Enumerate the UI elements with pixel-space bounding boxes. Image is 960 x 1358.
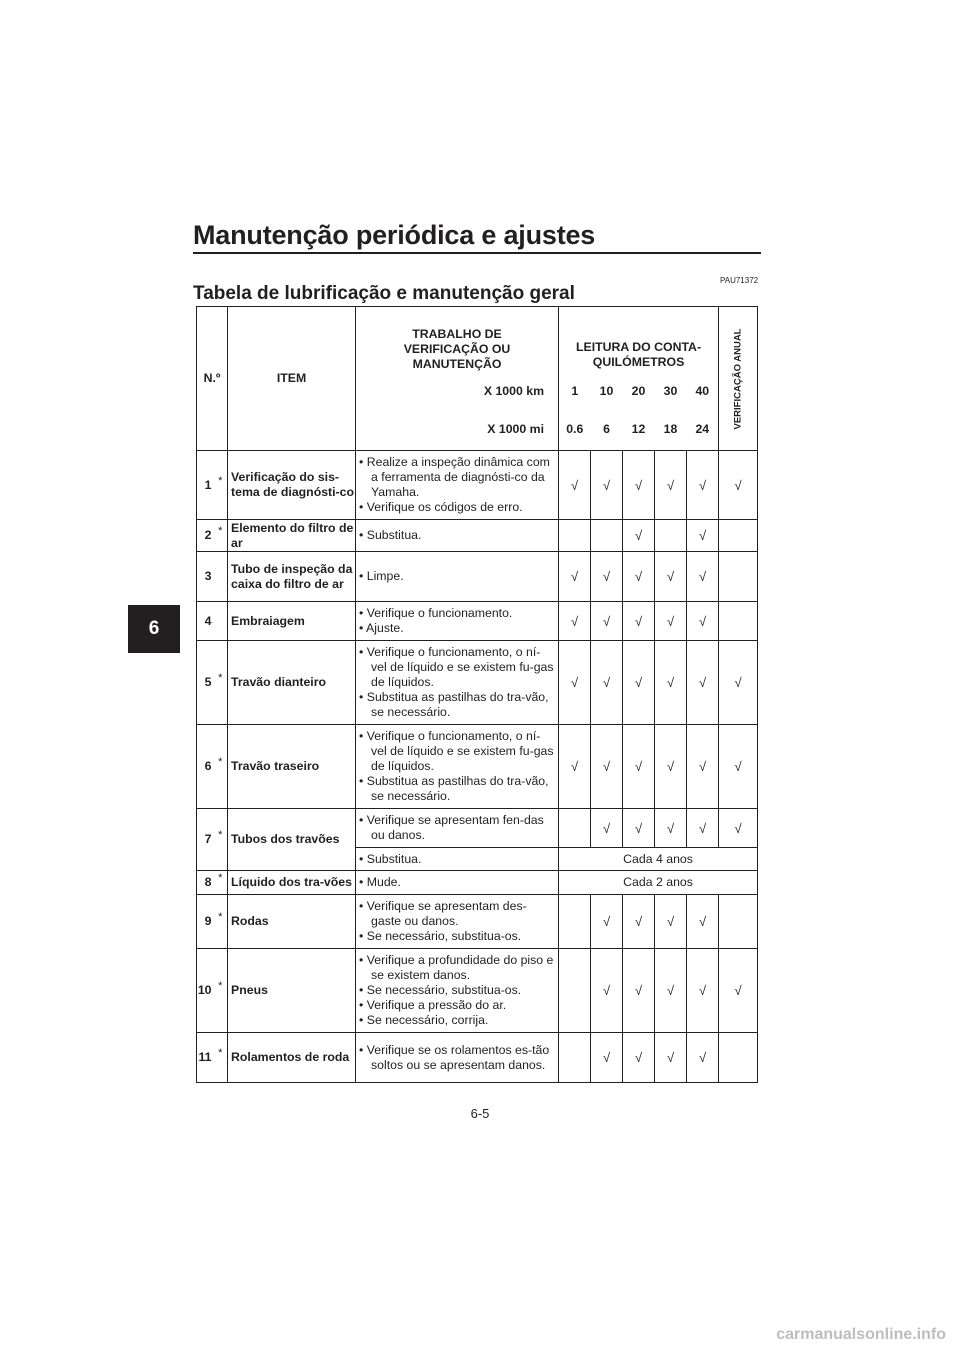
row-star (214, 602, 228, 641)
star-mark: * (218, 756, 223, 768)
check-cell (687, 809, 719, 848)
check-cell (559, 602, 591, 641)
chapter-tab: 6 (128, 605, 180, 653)
check-cell (655, 602, 687, 641)
check-cell (591, 451, 623, 520)
check-mark: √ (698, 820, 707, 836)
check-cell (559, 725, 591, 809)
row-item: Pneus (228, 949, 356, 1033)
work-line: • Substitua as pastilhas do tra-vão, se necessário. (359, 690, 549, 719)
interval-text: Cada 4 anos (559, 848, 758, 871)
header-mi-2: 12 (623, 410, 655, 451)
check-cell (623, 895, 655, 949)
table-row (197, 602, 758, 641)
check-cell (687, 725, 719, 809)
check-mark: √ (666, 983, 675, 998)
check-cell (719, 895, 758, 949)
row-number: 7 (197, 809, 214, 871)
work-line: • Mude. (359, 875, 401, 889)
check-mark: √ (698, 983, 707, 998)
check-mark: √ (602, 675, 611, 690)
check-cell (687, 451, 719, 520)
check-cell (591, 552, 623, 602)
check-mark: √ (570, 675, 579, 690)
work-line: • Substitua as pastilhas do tra-vão, se necessário. (359, 774, 549, 803)
row-work (356, 451, 559, 520)
row-work (356, 848, 559, 871)
check-cell (719, 520, 758, 552)
work-line: • Verifique se apresentam des-gaste ou danos. (359, 899, 527, 928)
check-cell (559, 949, 591, 1033)
check-cell (559, 809, 591, 848)
check-cell (719, 602, 758, 641)
row-star (214, 451, 228, 520)
row-star (214, 1033, 228, 1083)
work-line: • Verifique o funcionamento, o ní-vel de líquido e se existem fu-gas de líquidos. (359, 645, 554, 689)
row-work (356, 641, 559, 725)
check-mark: √ (698, 914, 707, 929)
check-cell (655, 809, 687, 848)
check-mark: √ (634, 1050, 643, 1065)
check-cell (623, 949, 655, 1033)
page-title: Manutenção periódica e ajustes (193, 220, 596, 250)
row-work (356, 809, 559, 848)
check-cell (591, 725, 623, 809)
header-mi-1: 6 (591, 410, 623, 451)
check-cell (687, 552, 719, 602)
work-line: • Ajuste. (359, 621, 404, 635)
check-cell (719, 725, 758, 809)
check-mark: √ (634, 528, 643, 543)
maintenance-table (196, 306, 758, 1083)
watermark: carmanualsonline.info (776, 1326, 946, 1343)
check-cell (655, 895, 687, 949)
check-mark: √ (734, 820, 742, 836)
header-mi-label: X 1000 mi (356, 410, 559, 451)
row-star (214, 871, 228, 895)
work-line: • Verifique a pressão do ar. (359, 998, 507, 1012)
table-body (197, 307, 758, 1083)
star-mark: * (218, 1047, 223, 1059)
header-row-1 (197, 307, 758, 374)
row-number: 5 (197, 641, 214, 725)
check-mark: √ (666, 1050, 675, 1065)
check-mark: √ (602, 569, 611, 584)
row-item: Travão traseiro (228, 725, 356, 809)
row-star (214, 552, 228, 602)
check-mark: √ (634, 759, 643, 774)
work-line: • Verifique os códigos de erro. (359, 500, 523, 514)
work-line: • Se necessário, substitua-os. (359, 983, 522, 997)
row-work (356, 725, 559, 809)
check-mark: √ (734, 759, 742, 774)
row-work (356, 1033, 559, 1083)
star-mark: * (218, 672, 223, 684)
row-star (214, 641, 228, 725)
check-mark: √ (634, 477, 643, 493)
page-number: 6-5 (470, 1106, 490, 1121)
check-mark: √ (602, 983, 611, 998)
check-mark: √ (698, 759, 707, 774)
table-row (197, 552, 758, 602)
header-mi-0: 0.6 (559, 410, 591, 451)
check-cell (687, 895, 719, 949)
check-cell (655, 520, 687, 552)
table-row (197, 451, 758, 520)
star-mark: * (218, 911, 223, 923)
header-km-4: 40 (687, 374, 719, 410)
check-cell (655, 725, 687, 809)
check-mark: √ (570, 569, 579, 584)
check-mark: √ (602, 820, 611, 836)
check-mark: √ (602, 914, 611, 929)
table-row (197, 641, 758, 725)
row-work (356, 602, 559, 641)
header-num: N.º (197, 307, 228, 451)
check-mark: √ (666, 477, 675, 493)
check-mark: √ (698, 613, 707, 629)
row-star (214, 725, 228, 809)
check-cell (591, 641, 623, 725)
check-cell (623, 602, 655, 641)
check-mark: √ (698, 528, 707, 543)
row-number: 1 (197, 451, 214, 520)
check-mark: √ (734, 983, 742, 998)
section-title: Tabela de lubrificação e manutenção geral (193, 283, 575, 304)
check-cell (591, 1033, 623, 1083)
row-item: Travão dianteiro (228, 641, 356, 725)
check-mark: √ (602, 759, 611, 774)
check-cell (591, 520, 623, 552)
check-mark: √ (602, 1050, 611, 1065)
row-item: Embraiagem (228, 602, 356, 641)
check-cell (559, 1033, 591, 1083)
title-rule (193, 252, 761, 254)
check-cell (623, 451, 655, 520)
work-line: • Limpe. (359, 569, 404, 583)
check-cell (559, 895, 591, 949)
check-mark: √ (698, 569, 707, 584)
check-mark: √ (634, 914, 643, 929)
work-line: • Substitua. (359, 851, 422, 866)
row-number: 6 (197, 725, 214, 809)
check-mark: √ (602, 477, 611, 493)
table-row (197, 871, 758, 895)
row-item: Rodas (228, 895, 356, 949)
check-mark: √ (570, 477, 579, 493)
row-star (214, 949, 228, 1033)
star-mark: * (218, 525, 223, 537)
header-item: ITEM (228, 307, 356, 451)
header-km-label: X 1000 km (356, 374, 559, 410)
star-mark: * (218, 872, 223, 884)
row-number: 9 (197, 895, 214, 949)
row-star (214, 895, 228, 949)
table-row (197, 725, 758, 809)
table-row (197, 520, 758, 552)
check-mark: √ (698, 477, 707, 493)
check-mark: √ (602, 613, 611, 629)
table-row (197, 1033, 758, 1083)
work-line: • Verifique a profundidade do piso e se existem danos. (359, 953, 554, 982)
work-line: • Verifique se apresentam fen-das ou danos. (359, 813, 544, 842)
check-cell (719, 451, 758, 520)
check-cell (687, 520, 719, 552)
row-star (214, 520, 228, 552)
check-cell (719, 809, 758, 848)
check-cell (591, 809, 623, 848)
row-item: Líquido dos tra-vões (228, 871, 356, 895)
interval-text: Cada 2 anos (559, 871, 758, 895)
row-work (356, 552, 559, 602)
check-mark: √ (666, 820, 675, 836)
row-item: Rolamentos de roda (228, 1033, 356, 1083)
check-mark: √ (634, 569, 643, 584)
header-mi-3: 18 (655, 410, 687, 451)
check-cell (623, 809, 655, 848)
check-cell (591, 602, 623, 641)
table-row (197, 949, 758, 1033)
check-cell (655, 641, 687, 725)
header-work: TRABALHO DE VERIFICAÇÃO OU MANUTENÇÃO (356, 307, 559, 374)
header-annual-cell (719, 307, 758, 451)
check-cell (559, 641, 591, 725)
check-cell (687, 949, 719, 1033)
check-cell (687, 641, 719, 725)
check-mark: √ (634, 613, 643, 629)
row-item: Verificação do sis-tema de diagnósti-co (228, 451, 356, 520)
work-line: • Verifique o funcionamento, o ní-vel de líquido e se existem fu-gas de líquidos. (359, 729, 554, 773)
star-mark: * (218, 829, 223, 841)
work-line: • Verifique se os rolamentos es-tão soltos ou se apresentam danos. (359, 1042, 550, 1072)
check-cell (623, 641, 655, 725)
header-odometer: LEITURA DO CONTA-QUILÓMETROS (559, 307, 719, 374)
header-annual: VERIFICAÇÃO ANUAL (732, 328, 744, 429)
header-km-1: 10 (599, 384, 614, 398)
check-cell (655, 1033, 687, 1083)
star-mark: * (218, 474, 223, 487)
check-cell (559, 552, 591, 602)
check-cell (559, 451, 591, 520)
check-mark: √ (698, 1050, 707, 1065)
check-cell (559, 520, 591, 552)
work-line: • Realize a inspeção dinâmica com a ferramenta de diagnósti-co da Yamaha. (359, 455, 550, 499)
check-cell (591, 949, 623, 1033)
check-mark: √ (734, 477, 742, 493)
table-row (197, 809, 758, 848)
check-cell (623, 725, 655, 809)
table-row (197, 895, 758, 949)
check-mark: √ (666, 569, 675, 584)
check-cell (623, 552, 655, 602)
check-cell (623, 520, 655, 552)
row-number: 10 (197, 949, 214, 1033)
header-km-0: 1 (559, 374, 591, 410)
header-km-3: 30 (663, 384, 678, 398)
check-cell (655, 949, 687, 1033)
check-cell (719, 641, 758, 725)
row-work (356, 949, 559, 1033)
check-mark: √ (634, 983, 643, 998)
check-mark: √ (698, 675, 707, 690)
star-mark: * (218, 980, 223, 992)
row-number: 8 (197, 871, 214, 895)
work-line: • Se necessário, corrija. (359, 1013, 489, 1027)
check-mark: √ (634, 675, 643, 690)
header-km-2: 20 (631, 384, 646, 398)
check-mark: √ (666, 914, 675, 929)
row-work (356, 895, 559, 949)
row-work (356, 871, 559, 895)
row-work (356, 520, 559, 552)
check-cell (655, 451, 687, 520)
check-mark: √ (634, 820, 643, 836)
row-star (214, 809, 228, 871)
check-cell (719, 552, 758, 602)
check-mark: √ (666, 759, 675, 774)
row-item: Tubo de inspeção da caixa do filtro de ar (228, 552, 356, 602)
check-mark: √ (570, 613, 579, 629)
work-line: • Verifique o funcionamento. (359, 606, 513, 620)
check-mark: √ (666, 675, 675, 690)
row-item: Elemento do filtro de ar (228, 520, 356, 552)
check-cell (719, 949, 758, 1033)
check-cell (655, 552, 687, 602)
check-mark: √ (666, 613, 675, 629)
check-cell (687, 1033, 719, 1083)
check-cell (719, 1033, 758, 1083)
row-item: Tubos dos travões (228, 809, 356, 871)
row-number: 3 (197, 552, 214, 602)
check-cell (623, 1033, 655, 1083)
check-mark: √ (734, 675, 742, 690)
row-number: 4 (197, 602, 214, 641)
section-code: PAU71372 (720, 276, 759, 285)
header-mi-4: 24 (687, 410, 719, 451)
check-cell (687, 602, 719, 641)
work-line: • Se necessário, substitua-os. (359, 929, 522, 943)
work-line: • Substitua. (359, 528, 422, 542)
check-cell (591, 895, 623, 949)
row-number: 2 (197, 520, 214, 552)
check-mark: √ (570, 759, 579, 774)
row-number: 11 (197, 1033, 214, 1083)
